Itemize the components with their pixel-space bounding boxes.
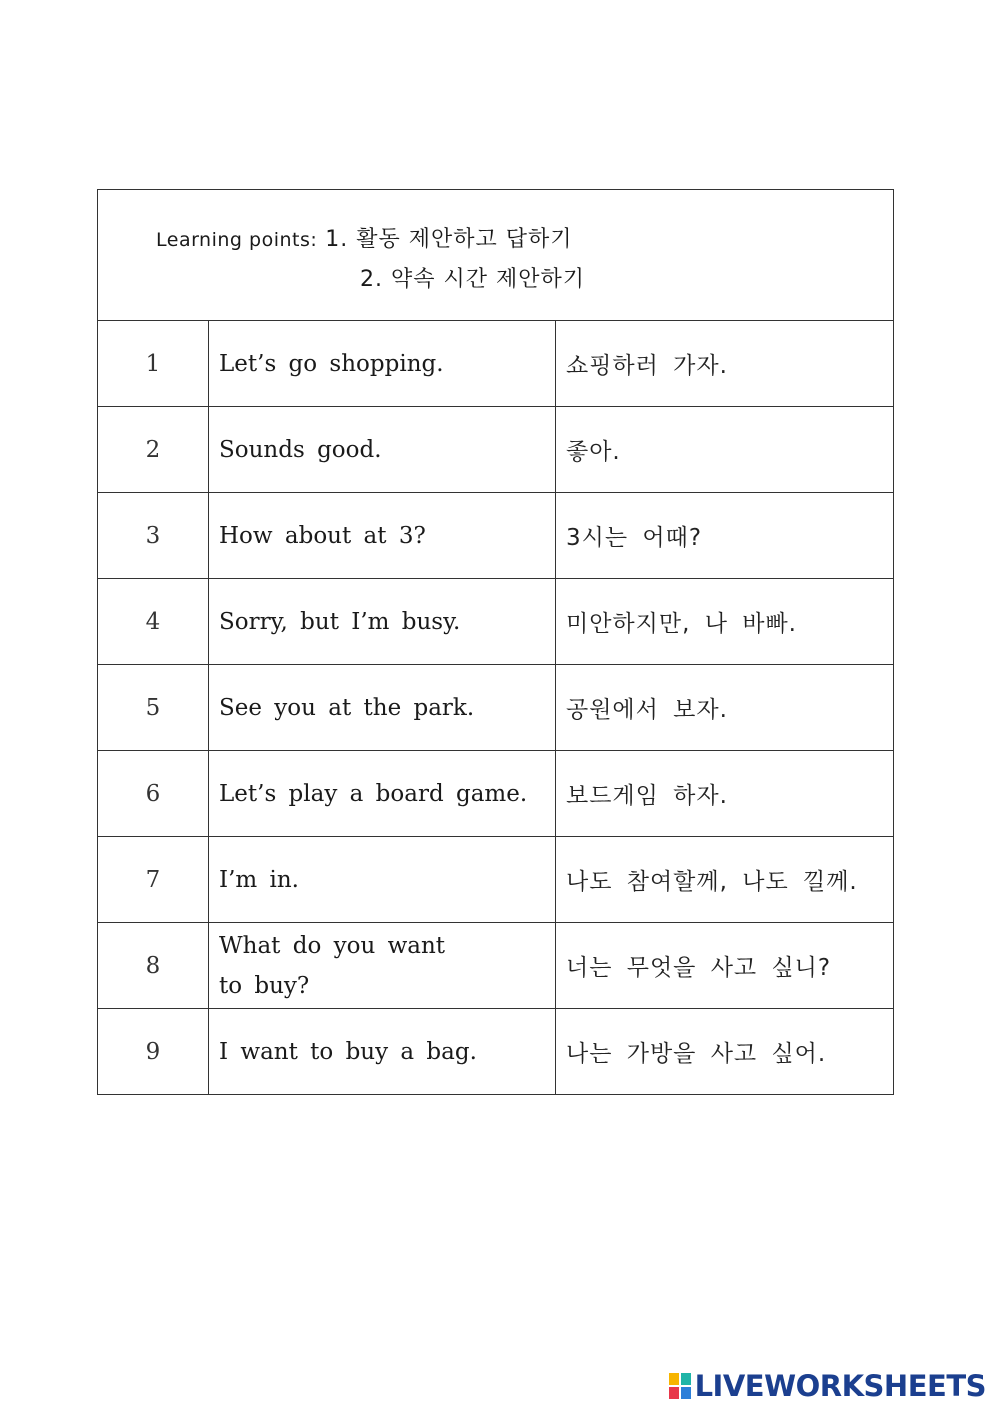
row-number: 3 — [98, 493, 209, 579]
learning-points-label: Learning points: — [156, 229, 318, 251]
english-phrase: See you at the park. — [209, 665, 556, 751]
english-phrase: Let’s go shopping. — [209, 321, 556, 407]
learning-point-2: 2. 약속 시간 제안하기 — [360, 267, 585, 292]
learning-points-cell — [98, 190, 894, 321]
liveworksheets-icon — [669, 1373, 691, 1399]
table-row — [98, 1009, 894, 1095]
row-number: 9 — [98, 1009, 209, 1095]
english-phrase: Let’s play a board game. — [209, 751, 556, 837]
table-row — [98, 579, 894, 665]
table-row — [98, 321, 894, 407]
korean-translation: 보드게임 하자. — [556, 751, 894, 837]
korean-translation: 3시는 어때? — [556, 493, 894, 579]
row-number: 1 — [98, 321, 209, 407]
learning-point-1: 1. 활동 제안하고 답하기 — [325, 227, 573, 252]
row-number: 4 — [98, 579, 209, 665]
table-row — [98, 837, 894, 923]
english-phrase: What do you want to buy? — [209, 923, 556, 1009]
row-number: 8 — [98, 923, 209, 1009]
english-phrase: I’m in. — [209, 837, 556, 923]
logo-text: LIVEWORKSHEETS — [694, 1369, 986, 1403]
korean-translation: 나도 참여할께, 나도 낄께. — [556, 837, 894, 923]
korean-translation: 공원에서 보자. — [556, 665, 894, 751]
table-row — [98, 665, 894, 751]
learning-points-line-1 — [156, 222, 573, 253]
korean-translation: 미안하지만, 나 바빠. — [556, 579, 894, 665]
header-row — [98, 190, 894, 321]
korean-translation: 너는 무엇을 사고 싶니? — [556, 923, 894, 1009]
english-phrase: I want to buy a bag. — [209, 1009, 556, 1095]
table-row — [98, 923, 894, 1009]
row-number: 5 — [98, 665, 209, 751]
table-row — [98, 751, 894, 837]
english-phrase: Sounds good. — [209, 407, 556, 493]
row-number: 6 — [98, 751, 209, 837]
korean-translation: 나는 가방을 사고 싶어. — [556, 1009, 894, 1095]
row-number: 7 — [98, 837, 209, 923]
liveworksheets-logo[interactable] — [669, 1369, 986, 1403]
korean-translation: 좋아. — [556, 407, 894, 493]
english-phrase: How about at 3? — [209, 493, 556, 579]
table-row — [98, 493, 894, 579]
phrase-table — [97, 189, 894, 1095]
row-number: 2 — [98, 407, 209, 493]
korean-translation: 쇼핑하러 가자. — [556, 321, 894, 407]
english-phrase: Sorry, but I’m busy. — [209, 579, 556, 665]
table-row — [98, 407, 894, 493]
